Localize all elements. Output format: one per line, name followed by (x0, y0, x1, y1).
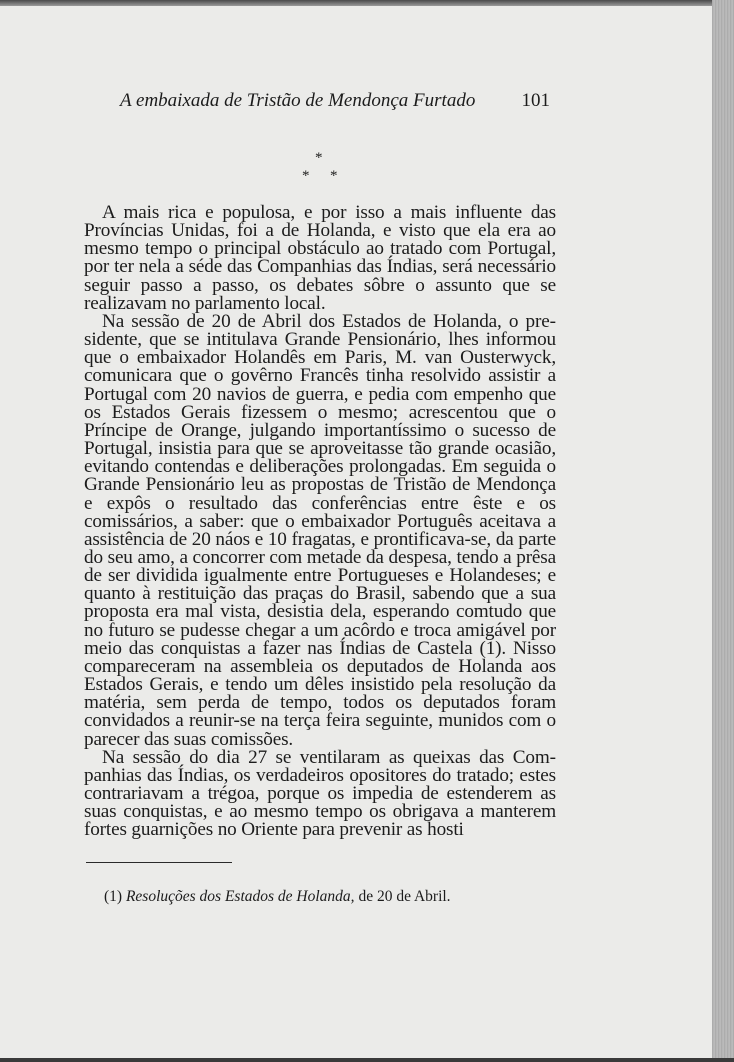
page-number: 101 (521, 90, 550, 111)
book-spine-edge (712, 0, 734, 1062)
asterism-star: * (330, 168, 338, 184)
footnote-date: de 20 de Abril. (358, 888, 451, 905)
running-head-title: A embaixada de Tristão de Mendonça Furtado (120, 90, 476, 111)
asterism-star: * (302, 168, 310, 184)
page-top-edge (0, 0, 734, 6)
paragraph: Na sessão do dia 27 se ventilaram as queixas das Companhias das Índias, os verdadeiros opositores do tratado; estes contrariavam a trégoa, porque os impedia de estenderem as suas conquistas, e ao mesmo tempo os obrigava a manterem fortes guarnições no Oriente para prevenir as hosti (84, 746, 556, 841)
body-text (84, 204, 556, 839)
footnote-rule (86, 862, 232, 863)
paragraph: Na sessão de 20 de Abril dos Estados de Holanda, o presidente, que se intitulava Grande Pensionário, lhes informou que o embaixador Holandês em Paris, M. van Ousterwyck, comunicara que o govêrno Francês tinha resolvido assistir a Portugal com 20 navios de guerra, e pedia com empenho que os Estados Gerais fizessem o mesmo; acrescentou que o Príncipe de Orange, julgando importantíssimo o sucesso de Portugal, insistia para que se aproveitasse tão grande ocasião, evitando contendas e deliberações prolongadas. Em seguida o Grande Pensionário leu as propostas de Tristão de Mendonça e expôs o resultado das conferências entre êste e os comissários, a saber: que o embaixador Português aceitava a assistência de 20 náos e 10 fragatas, e prontificava-se, da parte do seu amo, a concorrer com metade da despesa, tendo a prêsa de ser dividida igualmente entre Portugueses e Holandeses; e quanto à restituição das praças do Brasil, sabendo que a sua proposta era mal vista, desistia dela, esperando comtudo que no futuro se pudesse chegar a um acôrdo e troca amigável por meio das conquistas a fazer nas Índias de Castela (1). Nisso compareceram na assembleia os deputados de Holanda aos Estados Gerais, e tendo um dêles insistido pela resolução da matéria, sem perda de tempo, todos os deputados foram convidados a reunir-se na terça feira seguinte, munidos com o parecer das suas comissões. (84, 310, 556, 750)
paragraph: A mais rica e populosa, e por isso a mais influente das Províncias Unidas, foi a de Holanda, e visto que ela era ao mesmo tempo o principal obstáculo ao tratado com Portugal, por ter nela a séde das Companhias das Índias, será necessário seguir passo a passo, os debates sôbre o assunto que se realizavam no parlamento local. (84, 202, 556, 314)
running-head (120, 90, 550, 112)
footnote (104, 888, 554, 906)
footnote-source: Resoluções dos Estados de Holanda, (125, 888, 355, 905)
footnote-marker: (1) (104, 888, 123, 905)
section-asterism (290, 150, 350, 190)
page-bottom-edge (0, 1058, 734, 1062)
asterism-star: * (315, 150, 323, 166)
